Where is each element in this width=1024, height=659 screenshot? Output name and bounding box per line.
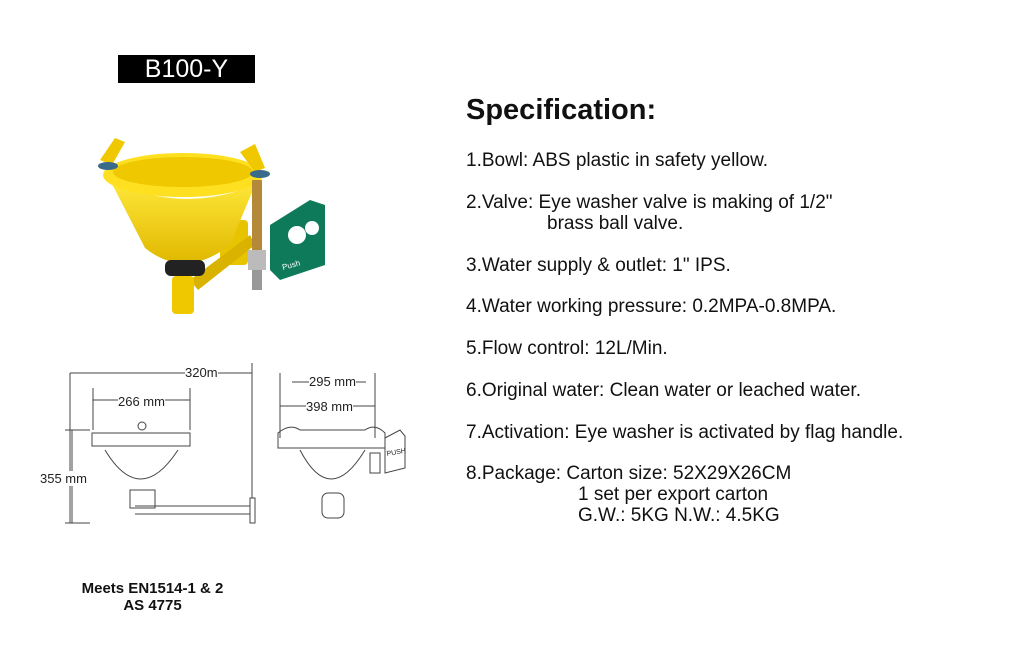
front-view-drawing — [30, 358, 270, 528]
spec-valve: 2.Valve: Eye washer valve is making of 1/2" — [466, 192, 833, 213]
spec-package-cont-2: G.W.: 5KG N.W.: 4.5KG — [578, 505, 780, 526]
model-badge: B100-Y — [118, 55, 255, 83]
product-photo — [80, 130, 340, 320]
standard-line-2: AS 4775 — [123, 597, 182, 614]
spec-water: 6.Original water: Clean water or leached water. — [466, 380, 861, 401]
svg-text:Push: Push — [281, 258, 302, 272]
standard-line-1: Meets EN1514-1 & 2 — [81, 580, 224, 597]
dim-side-outer: 398 mm — [306, 399, 353, 414]
dim-side-inner: 295 mm — [309, 374, 356, 389]
spec-activation: 7.Activation: Eye washer is activated by flag handle. — [466, 422, 904, 443]
spec-water-supply: 3.Water supply & outlet: 1" IPS. — [466, 255, 731, 276]
standards-note — [60, 580, 245, 614]
spec-pressure: 4.Water working pressure: 0.2MPA-0.8MPA. — [466, 296, 837, 317]
dim-total-width: 320m — [185, 365, 218, 380]
dim-height: 355 mm — [40, 471, 87, 486]
flag-handle — [270, 200, 325, 280]
spec-valve-cont: brass ball valve. — [547, 213, 684, 234]
spec-package-cont-1: 1 set per export carton — [578, 484, 769, 505]
side-view-drawing — [270, 368, 420, 528]
spec-flow: 5.Flow control: 12L/Min. — [466, 338, 668, 359]
spec-title: Specification: — [466, 94, 657, 126]
push-label: PUSH — [386, 447, 407, 458]
dim-bowl-width: 266 mm — [118, 394, 165, 409]
spec-bowl: 1.Bowl: ABS plastic in safety yellow. — [466, 150, 769, 171]
spec-package: 8.Package: Carton size: 52X29X26CM — [466, 463, 792, 484]
brass-valve — [248, 180, 266, 290]
